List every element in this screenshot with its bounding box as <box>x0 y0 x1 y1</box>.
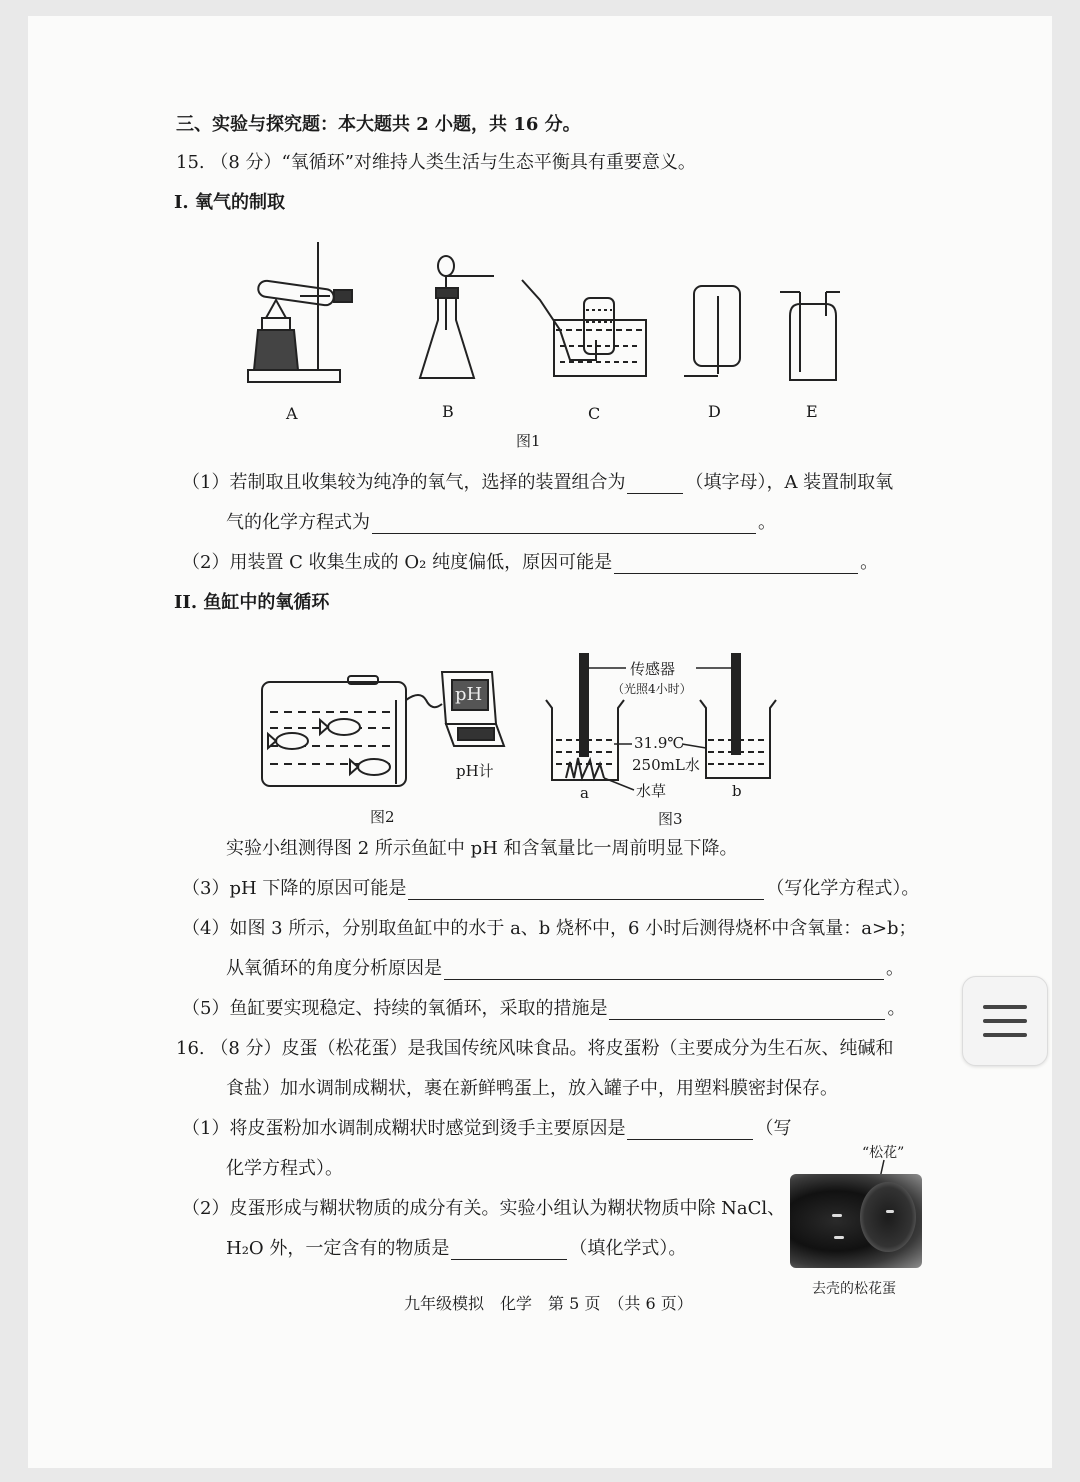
q15-1-line-2: 气的化学方程式为 。 <box>226 512 776 533</box>
light-condition-label: （光照4小时） <box>612 682 692 696</box>
songhua-tag: “松花” <box>862 1145 905 1161</box>
apparatus-a-label: A <box>286 404 298 423</box>
preserved-egg-photo <box>790 1174 922 1268</box>
q16-2-line-1: （2）皮蛋形成与糊状物质的成分有关。实验小组认为糊状物质中除 NaCl、 <box>182 1198 786 1219</box>
apparatus-b-label: B <box>442 402 454 421</box>
question-16-intro-line-2: 食盐）加水调制成糊状，裹在新鲜鸭蛋上，放入罐子中，用塑料膜密封保存。 <box>226 1078 838 1099</box>
q15-4-line-1: （4）如图 3 所示，分别取鱼缸中的水于 a、b 烧杯中，6 小时后测得烧杯中含氧量：a>b； <box>182 918 917 939</box>
apparatus-e-label: E <box>806 402 818 421</box>
part-2-title: II. 鱼缸中的氧循环 <box>174 592 330 613</box>
apparatus-c-label: C <box>588 404 601 423</box>
q15-4-line-2: 从氧循环的角度分析原因是 。 <box>226 958 904 979</box>
q16-2-line-2: H₂O 外，一定含有的物质是 （填化学式）。 <box>226 1238 687 1259</box>
beaker-b-label: b <box>732 782 742 800</box>
part-1-title: I. 氧气的制取 <box>174 192 285 213</box>
figure-1-caption: 图1 <box>516 432 541 450</box>
figure-3-caption: 图3 <box>658 810 683 828</box>
page-footer: 九年级模拟 化学 第 5 页 （共 6 页） <box>404 1294 693 1313</box>
q15-1-line-1: （1）若制取且收集较为纯净的氧气，选择的装置组合为 （填字母），A 装置制取氧 <box>182 472 894 493</box>
q15-2: （2）用装置 C 收集生成的 O₂ 纯度偏低，原因可能是 。 <box>182 552 879 573</box>
q16-1-line-1: （1）将皮蛋粉加水调制成糊状时感觉到烫手主要原因是 （写 <box>182 1118 792 1139</box>
figure-2-caption: 图2 <box>370 808 395 826</box>
question-15-intro: 15. （8 分）“氧循环”对维持人类生活与生态平衡具有重要意义。 <box>176 152 696 173</box>
section-header: 三、实验与探究题：本大题共 2 小题，共 16 分。 <box>176 114 581 135</box>
menu-button[interactable] <box>962 976 1048 1066</box>
beaker-a-label: a <box>580 784 589 802</box>
temperature-label: 31.9℃ <box>634 734 685 752</box>
q15-3: （3）pH 下降的原因可能是 （写化学方程式）。 <box>182 878 920 899</box>
sensor-label: 传感器 <box>630 660 676 678</box>
q16-1-line-2: 化学方程式）。 <box>226 1158 343 1179</box>
q15-5: （5）鱼缸要实现稳定、持续的氧循环，采取的措施是 。 <box>182 998 906 1019</box>
question-16-intro-line-1: 16. （8 分）皮蛋（松花蛋）是我国传统风味食品。将皮蛋粉（主要成分为生石灰、纯碱和 <box>176 1038 894 1059</box>
apparatus-d-label: D <box>708 402 721 421</box>
ph-meter-display: pH <box>455 684 483 705</box>
photo-caption: 去壳的松花蛋 <box>812 1281 896 1297</box>
observation-text: 实验小组测得图 2 所示鱼缸中 pH 和含氧量比一周前明显下降。 <box>226 838 738 859</box>
volume-label: 250mL水 <box>632 756 700 774</box>
plant-label: 水草 <box>636 782 667 800</box>
ph-meter-label: pH计 <box>456 762 494 780</box>
